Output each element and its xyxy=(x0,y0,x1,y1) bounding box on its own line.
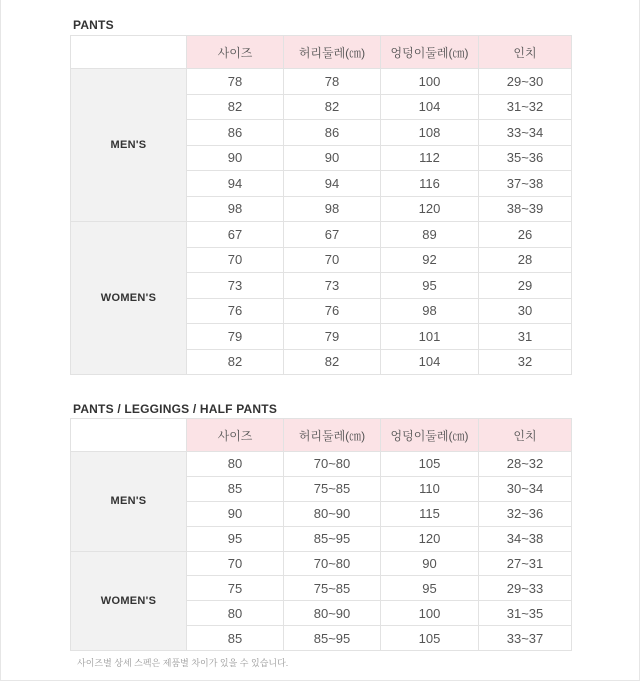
group-label-cell: WOMEN'S xyxy=(71,551,187,651)
header-row xyxy=(71,419,572,452)
column-header: 인치 xyxy=(479,419,572,452)
table-cell: 100 xyxy=(381,69,479,95)
table-cell: 105 xyxy=(381,626,479,651)
table-cell: 28 xyxy=(479,247,572,273)
table-cell: 90 xyxy=(284,145,381,171)
table-cell: 70 xyxy=(284,247,381,273)
table-cell: 80 xyxy=(187,452,284,477)
table-cell: 82 xyxy=(187,349,284,375)
table-cell: 70 xyxy=(187,247,284,273)
pants-size-table xyxy=(70,35,572,375)
table-cell: 80 xyxy=(187,601,284,626)
table-cell: 26 xyxy=(479,222,572,248)
table-cell: 86 xyxy=(187,120,284,146)
table-cell: 30 xyxy=(479,298,572,324)
table-cell: 73 xyxy=(187,273,284,299)
group-label-cell: MEN'S xyxy=(71,69,187,222)
table-cell: 85~95 xyxy=(284,626,381,651)
column-header: 허리둘레(㎝) xyxy=(284,419,381,452)
table-cell: 67 xyxy=(187,222,284,248)
table-cell: 32 xyxy=(479,349,572,375)
table-cell: 75~85 xyxy=(284,576,381,601)
table-cell: 86 xyxy=(284,120,381,146)
table-cell: 105 xyxy=(381,452,479,477)
group-label-cell: MEN'S xyxy=(71,452,187,552)
column-header: 허리둘레(㎝) xyxy=(284,36,381,69)
table-cell: 31 xyxy=(479,324,572,350)
table-cell: 115 xyxy=(381,501,479,526)
table-cell: 31~32 xyxy=(479,94,572,120)
table-cell: 32~36 xyxy=(479,501,572,526)
group-label-cell: WOMEN'S xyxy=(71,222,187,375)
size-note: 사이즈별 상세 스펙은 제품별 차이가 있을 수 있습니다. xyxy=(77,658,289,668)
table-cell: 67 xyxy=(284,222,381,248)
table-cell: 82 xyxy=(187,94,284,120)
pants-section-title: PANTS xyxy=(73,18,114,32)
column-header: 인치 xyxy=(479,36,572,69)
table-cell: 95 xyxy=(187,526,284,551)
table-cell: 38~39 xyxy=(479,196,572,222)
table-cell: 70 xyxy=(187,551,284,576)
table-cell: 95 xyxy=(381,273,479,299)
table-cell: 98 xyxy=(187,196,284,222)
table-cell: 70~80 xyxy=(284,551,381,576)
pants-leggings-section-title: PANTS / LEGGINGS / HALF PANTS xyxy=(73,402,278,416)
table-cell: 35~36 xyxy=(479,145,572,171)
table-cell: 92 xyxy=(381,247,479,273)
table-cell: 79 xyxy=(187,324,284,350)
table-cell: 85 xyxy=(187,476,284,501)
header-corner-cell xyxy=(71,36,187,69)
table-cell: 85~95 xyxy=(284,526,381,551)
table-cell: 31~35 xyxy=(479,601,572,626)
table-cell: 76 xyxy=(284,298,381,324)
table-cell: 79 xyxy=(284,324,381,350)
table-cell: 104 xyxy=(381,349,479,375)
table-cell: 116 xyxy=(381,171,479,197)
table-row xyxy=(71,551,572,576)
column-header: 사이즈 xyxy=(187,36,284,69)
column-header: 엉덩이둘레(㎝) xyxy=(381,419,479,452)
table-cell: 30~34 xyxy=(479,476,572,501)
table-cell: 120 xyxy=(381,196,479,222)
table-cell: 82 xyxy=(284,349,381,375)
table-cell: 33~34 xyxy=(479,120,572,146)
table-cell: 98 xyxy=(284,196,381,222)
table-cell: 80~90 xyxy=(284,501,381,526)
table-cell: 75 xyxy=(187,576,284,601)
table-cell: 104 xyxy=(381,94,479,120)
table-cell: 80~90 xyxy=(284,601,381,626)
table-cell: 37~38 xyxy=(479,171,572,197)
table-cell: 108 xyxy=(381,120,479,146)
table-cell: 98 xyxy=(381,298,479,324)
pants-leggings-size-table xyxy=(70,418,572,651)
table-cell: 29 xyxy=(479,273,572,299)
table-cell: 94 xyxy=(187,171,284,197)
table-cell: 90 xyxy=(187,145,284,171)
table-cell: 73 xyxy=(284,273,381,299)
table-cell: 110 xyxy=(381,476,479,501)
table-cell: 95 xyxy=(381,576,479,601)
table-cell: 75~85 xyxy=(284,476,381,501)
table-cell: 100 xyxy=(381,601,479,626)
column-header: 사이즈 xyxy=(187,419,284,452)
table-cell: 29~30 xyxy=(479,69,572,95)
table-cell: 29~33 xyxy=(479,576,572,601)
table-cell: 94 xyxy=(284,171,381,197)
table-row xyxy=(71,69,572,95)
table-row xyxy=(71,222,572,248)
table-cell: 78 xyxy=(187,69,284,95)
table-cell: 112 xyxy=(381,145,479,171)
table-cell: 76 xyxy=(187,298,284,324)
table-cell: 85 xyxy=(187,626,284,651)
table-cell: 78 xyxy=(284,69,381,95)
table-cell: 33~37 xyxy=(479,626,572,651)
table-cell: 70~80 xyxy=(284,452,381,477)
column-header: 엉덩이둘레(㎝) xyxy=(381,36,479,69)
table-row xyxy=(71,452,572,477)
table-cell: 120 xyxy=(381,526,479,551)
table-cell: 90 xyxy=(187,501,284,526)
table-cell: 89 xyxy=(381,222,479,248)
header-row xyxy=(71,36,572,69)
table-cell: 27~31 xyxy=(479,551,572,576)
table-cell: 34~38 xyxy=(479,526,572,551)
header-corner-cell xyxy=(71,419,187,452)
table-cell: 101 xyxy=(381,324,479,350)
table-cell: 28~32 xyxy=(479,452,572,477)
table-cell: 90 xyxy=(381,551,479,576)
table-cell: 82 xyxy=(284,94,381,120)
